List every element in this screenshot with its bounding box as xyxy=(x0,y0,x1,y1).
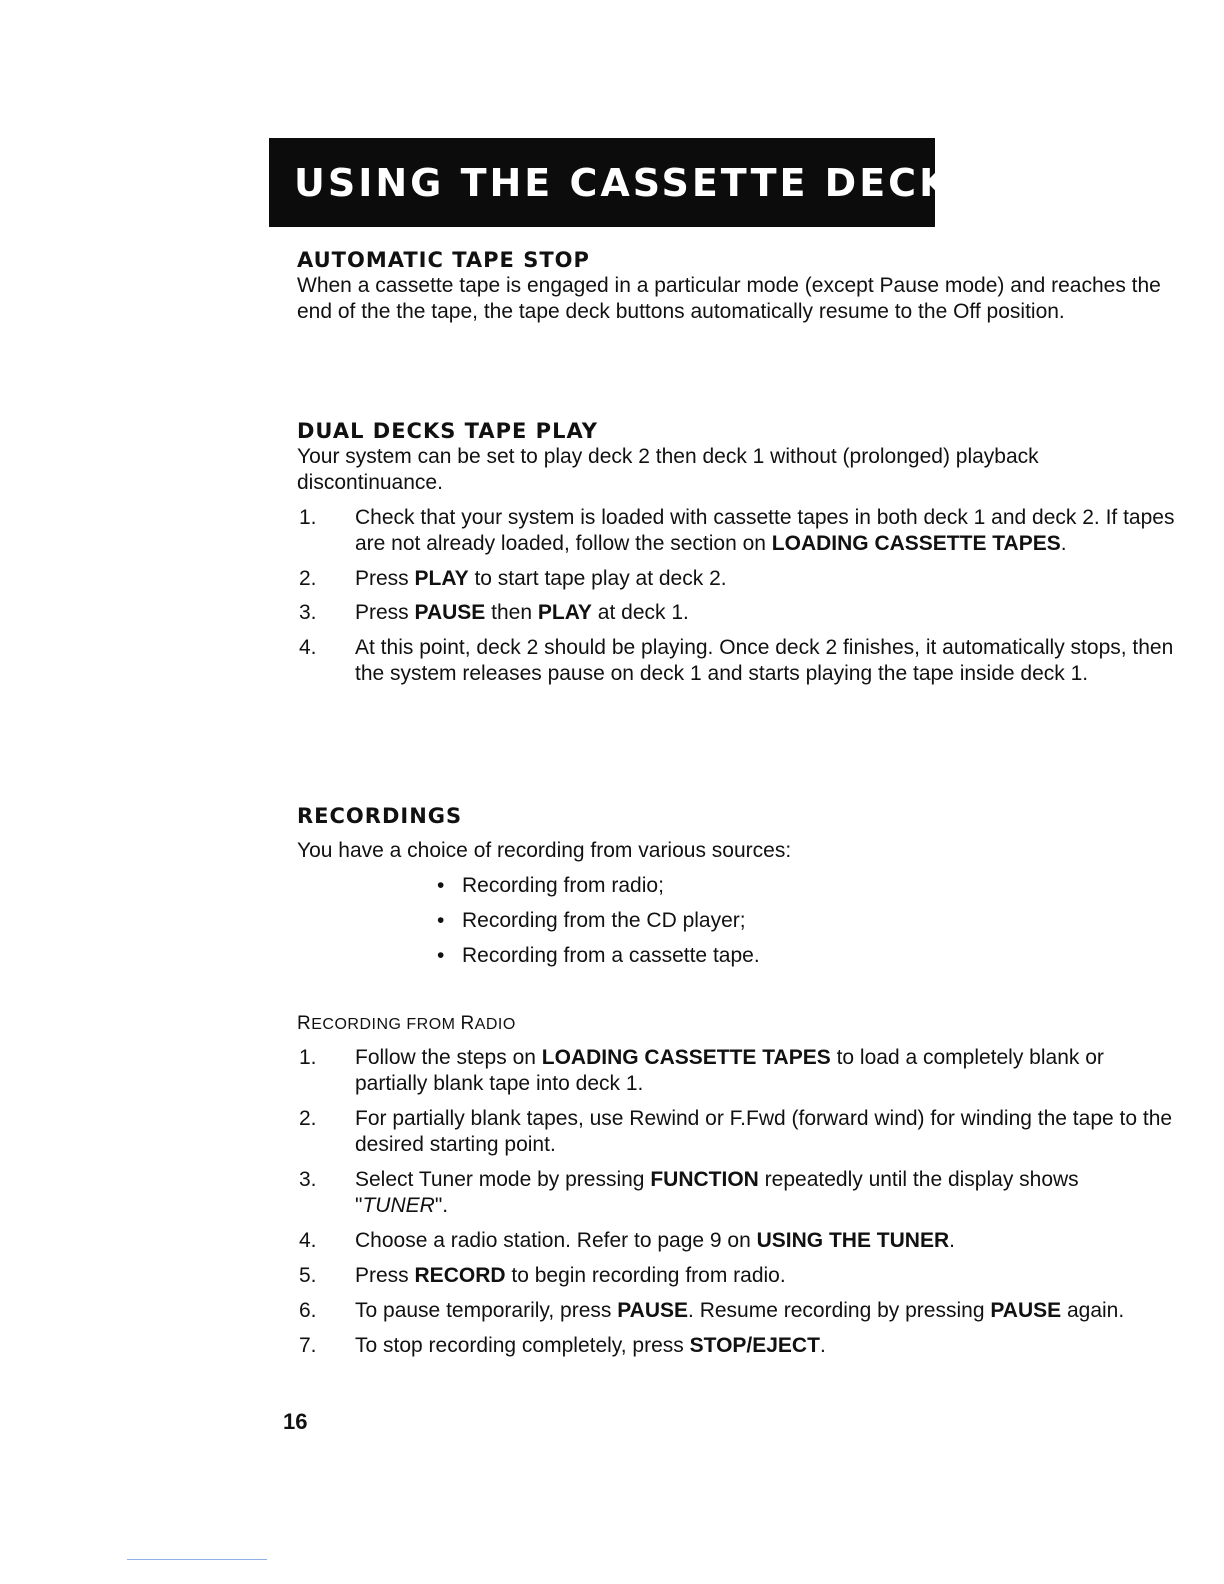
list-item xyxy=(297,1106,1177,1158)
page-banner xyxy=(269,138,982,227)
divider xyxy=(127,1559,267,1560)
list-item xyxy=(297,1167,1177,1219)
section-recording-from-radio xyxy=(297,1014,1177,1359)
list-item xyxy=(297,1228,1177,1254)
item-text: Follow the steps on xyxy=(355,1046,542,1069)
list-item xyxy=(297,873,1177,899)
heading-dual-decks: DUAL DECKS TAPE PLAY xyxy=(297,419,598,443)
item-number: 4. xyxy=(299,636,317,659)
item-text: For partially blank tapes, use Rewind or F.Fwd (forward wind) for winding the tape to the desired starting point. xyxy=(355,1107,1173,1156)
subheading-part: ADIO xyxy=(474,1016,516,1033)
list-item xyxy=(297,566,1177,592)
subheading-part: ECORDING FROM xyxy=(311,1016,461,1033)
item-text: ". xyxy=(434,1194,449,1217)
bullet-icon: • xyxy=(437,944,445,967)
list-item xyxy=(297,1263,1177,1289)
item-italic: TUNER xyxy=(362,1194,435,1217)
item-number: 2. xyxy=(299,567,317,590)
item-text: Press xyxy=(355,601,415,624)
item-text: To stop recording completely, press xyxy=(355,1334,690,1357)
item-number: 1. xyxy=(299,1046,317,1069)
banner-title: USING THE CASSETTE DECKS xyxy=(294,160,982,205)
item-text: . xyxy=(819,1334,826,1357)
item-bold: PLAY xyxy=(537,601,592,624)
page-number: 16 xyxy=(283,1409,308,1434)
item-bold: PLAY xyxy=(414,567,469,590)
list-item xyxy=(297,1045,1177,1097)
item-text: Press xyxy=(355,1264,415,1287)
heading-automatic-tape-stop: AUTOMATIC TAPE STOP xyxy=(297,248,590,272)
bullet-icon: • xyxy=(437,874,445,897)
section-recordings xyxy=(297,803,1177,978)
bullet-text: Recording from a cassette tape. xyxy=(462,944,760,967)
item-text: To pause temporarily, press xyxy=(355,1299,618,1322)
item-number: 1. xyxy=(299,506,317,529)
item-text: . Resume recording by pressing xyxy=(688,1299,991,1322)
item-text: repeatedly until the display shows " xyxy=(355,1168,1079,1217)
item-bold: PAUSE xyxy=(990,1299,1062,1322)
recordings-intro: You have a choice of recording from various sources: xyxy=(297,839,792,862)
heading-recordings: RECORDINGS xyxy=(297,804,463,828)
item-bold: PAUSE xyxy=(617,1299,689,1322)
item-bold: LOADING CASSETTE TAPES xyxy=(541,1046,831,1069)
bullet-text: Recording from radio; xyxy=(462,874,664,897)
item-bold: STOP/EJECT xyxy=(689,1334,820,1357)
item-text: to load a completely blank or partially blank tape into deck 1. xyxy=(355,1046,1104,1095)
item-number: 5. xyxy=(299,1264,317,1287)
item-bold: LOADING CASSETTE TAPES xyxy=(771,532,1061,555)
item-text: . xyxy=(949,1229,955,1252)
list-item xyxy=(297,943,1177,969)
item-text: Choose a radio station. Refer to page 9 on xyxy=(355,1229,757,1252)
list-item xyxy=(297,505,1177,557)
list-item xyxy=(297,908,1177,934)
item-number: 3. xyxy=(299,1168,317,1191)
item-text: to start tape play at deck 2. xyxy=(468,567,727,590)
bullet-text: Recording from the CD player; xyxy=(462,909,746,932)
item-text: again. xyxy=(1061,1299,1125,1322)
list-item xyxy=(297,635,1177,687)
subheading-part: R xyxy=(297,1013,312,1034)
item-text: Press xyxy=(355,567,415,590)
item-number: 2. xyxy=(299,1107,317,1130)
item-text: to begin recording from radio. xyxy=(505,1264,786,1287)
list-item xyxy=(297,1298,1177,1324)
subheading-recording-from-radio xyxy=(297,1014,1177,1035)
item-text: Check that your system is loaded with cassette tapes in both deck 1 and deck 2. If tapes are not already loaded, follow the section on xyxy=(355,506,1175,555)
bullet-icon: • xyxy=(437,909,445,932)
auto-stop-text: When a cassette tape is engaged in a particular mode (except Pause mode) and reaches the end of the the tape, the tape deck buttons automatically resume to the Off position. xyxy=(297,274,1161,323)
item-bold: FUNCTION xyxy=(650,1168,759,1191)
section-automatic-tape-stop xyxy=(297,247,1177,325)
dual-intro: Your system can be set to play deck 2 then deck 1 without (prolonged) playback discontinuance. xyxy=(297,445,1039,494)
list-item xyxy=(297,600,1177,626)
subheading-part: R xyxy=(460,1013,475,1034)
item-number: 7. xyxy=(299,1334,317,1357)
item-number: 3. xyxy=(299,601,317,624)
item-text: Select Tuner mode by pressing xyxy=(355,1168,651,1191)
item-number: 4. xyxy=(299,1229,317,1252)
item-text: . xyxy=(1060,532,1067,555)
item-bold: PAUSE xyxy=(414,601,486,624)
item-number: 6. xyxy=(299,1299,317,1322)
item-text: at deck 1. xyxy=(591,601,689,624)
item-text: then xyxy=(485,601,538,624)
item-text: At this point, deck 2 should be playing. Once deck 2 finishes, it automatically stops, then the system releases pause on deck 1 and starts playing the tape inside deck 1. xyxy=(355,636,1174,685)
section-dual-decks xyxy=(297,418,1177,687)
item-bold: USING THE TUNER xyxy=(756,1229,950,1252)
item-bold: RECORD xyxy=(414,1264,506,1287)
list-item xyxy=(297,1333,1177,1359)
